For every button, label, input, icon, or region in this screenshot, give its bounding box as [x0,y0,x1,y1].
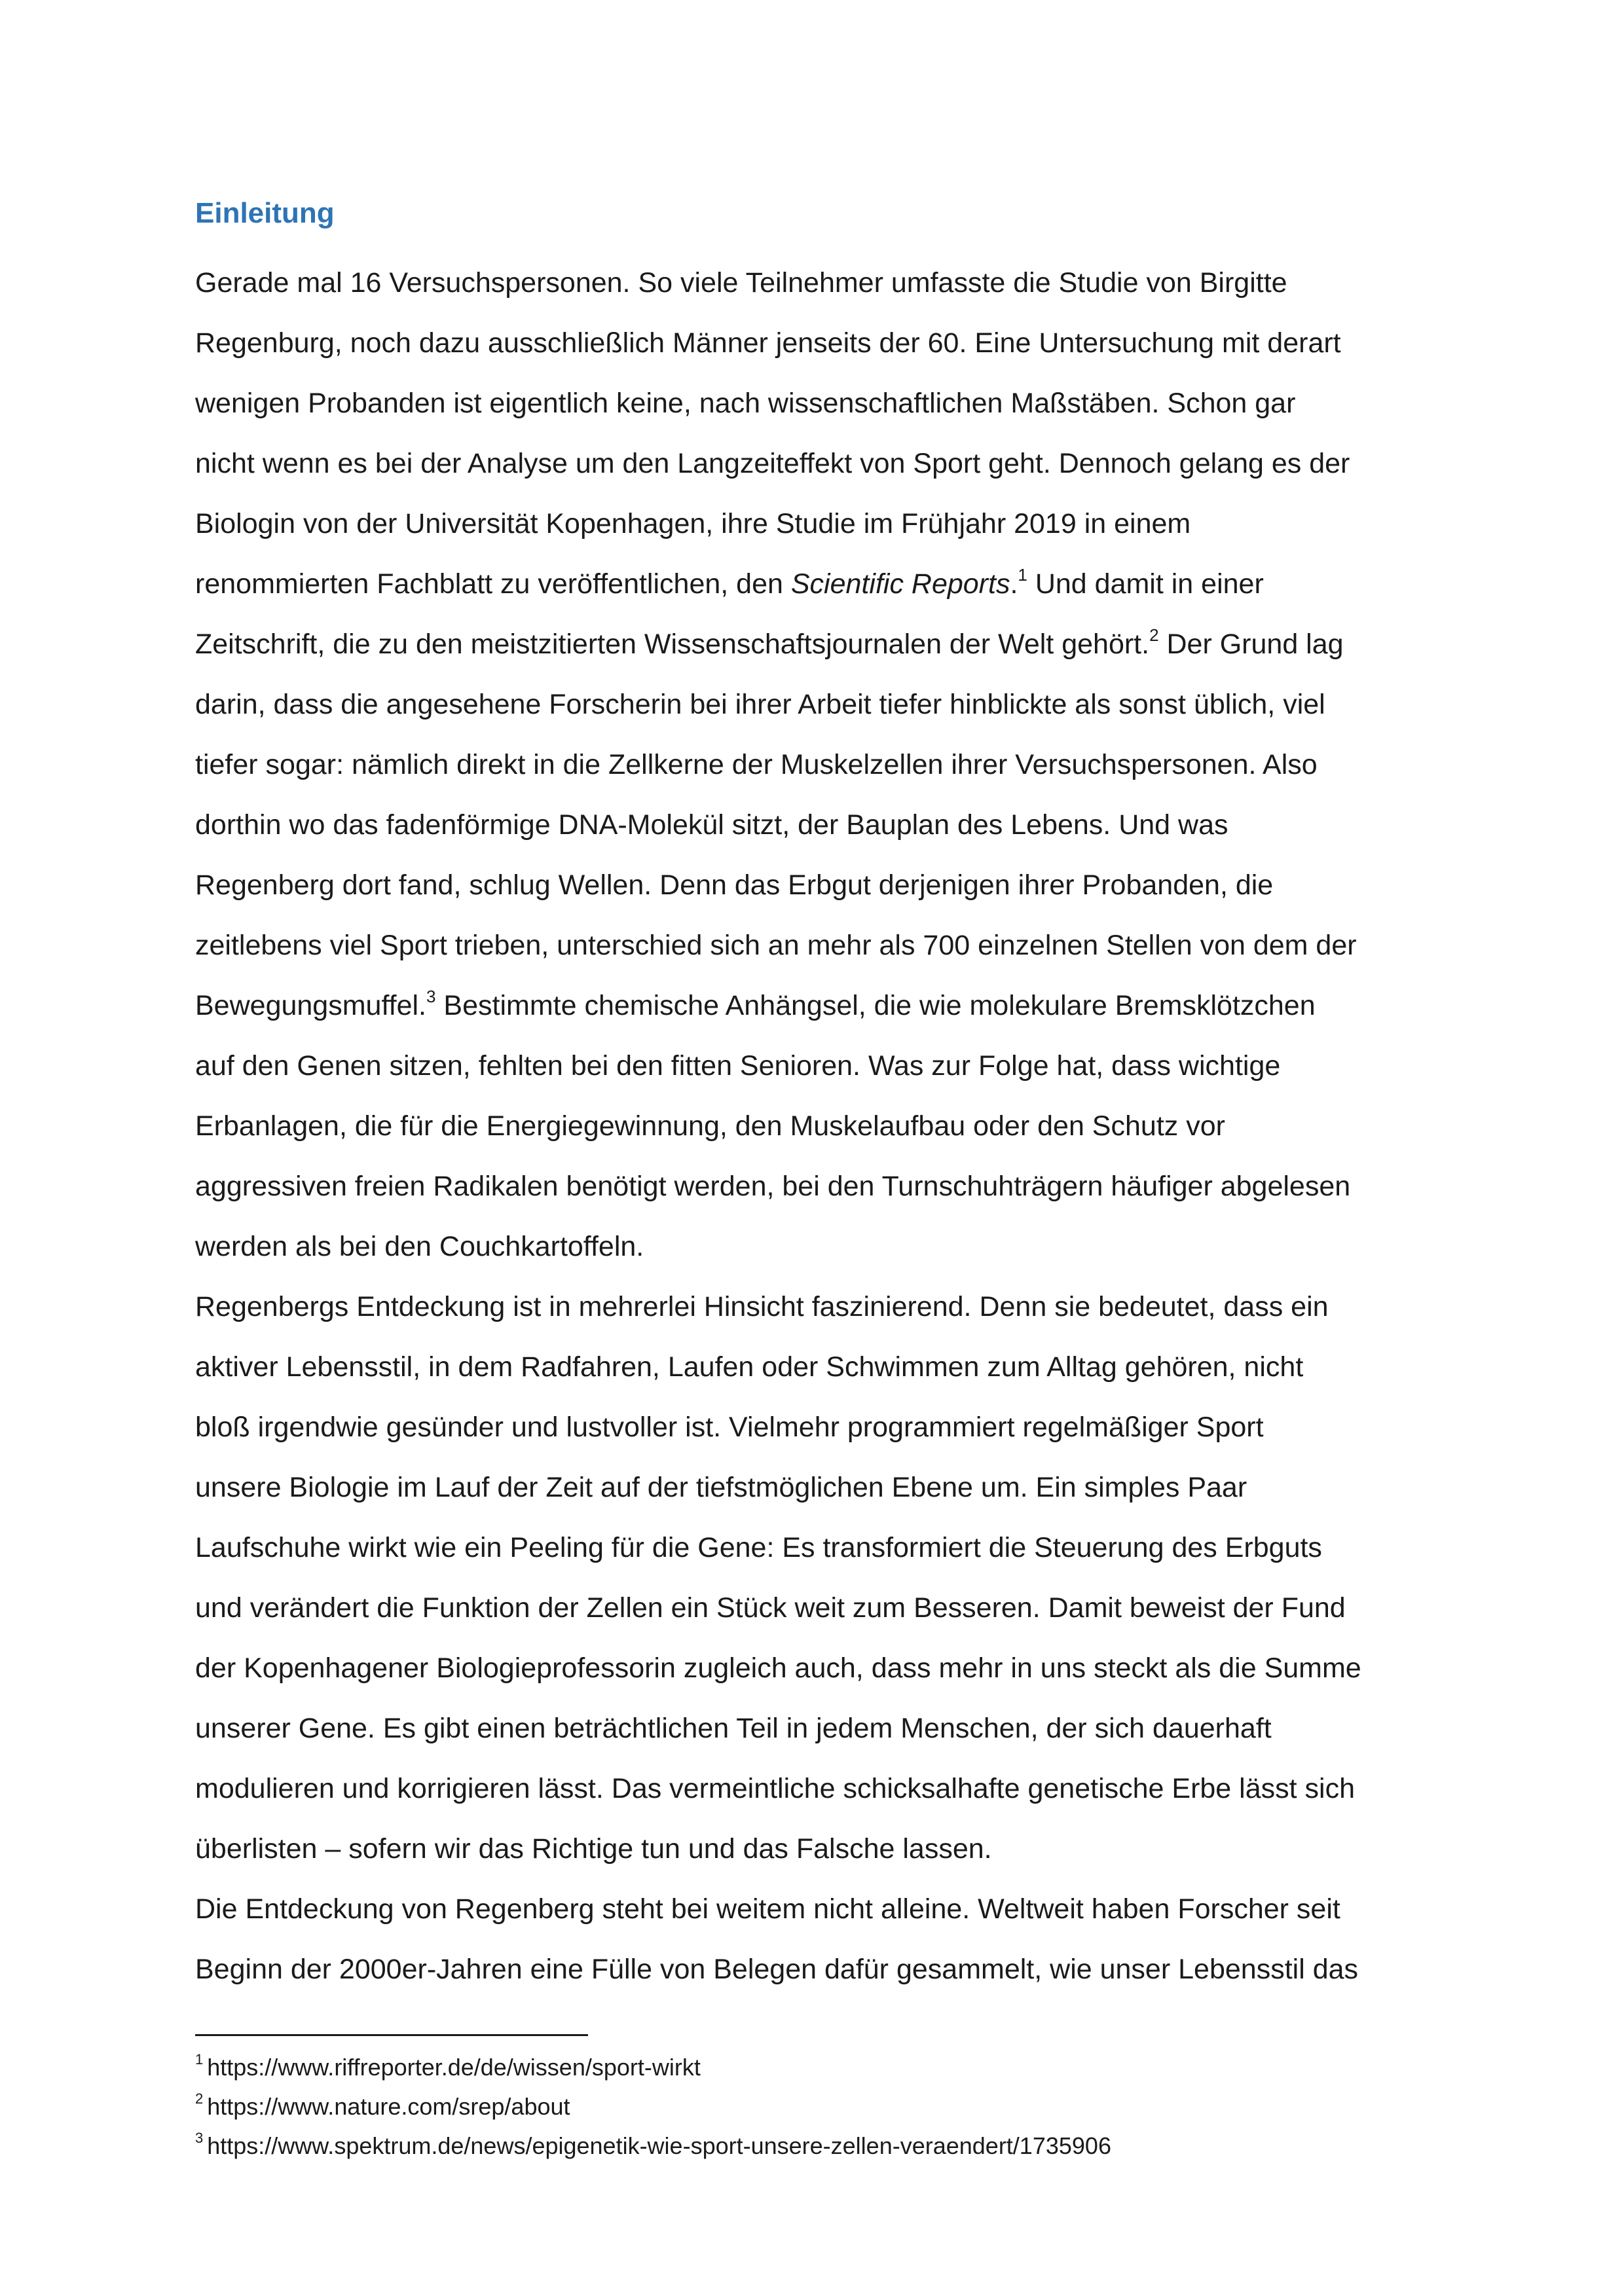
footnote-item [195,2087,1111,2126]
text-segment: . [1010,568,1018,600]
text-line: Beginn der 2000er-Jahren eine Fülle von Belegen dafür gesammelt, wie unser Lebensstil das [195,1954,1359,1985]
text-line: aggressiven freien Radikalen benötigt werden, bei den Turnschuhträgern häufiger abgelesen [195,1171,1351,1202]
text-segment: Zeitschrift, die zu den meistzitierten Wissenschaftsjournalen der Welt gehört. [195,629,1150,660]
text-line: aktiver Lebensstil, in dem Radfahren, Laufen oder Schwimmen zum Alltag gehören, nicht [195,1351,1304,1383]
text-line: überlisten – sofern wir das Richtige tun und das Falsche lassen. [195,1833,992,1865]
text-line: werden als bei den Couchkartoffeln. [195,1231,644,1262]
text-line: Laufschuhe wirkt wie ein Peeling für die Gene: Es transformiert die Steuerung des Erbguts [195,1532,1322,1563]
section-heading: Einleitung [195,197,335,229]
text-segment: Der Grund lag [1158,629,1344,660]
footnote-ref[interactable]: 3 [426,986,436,1006]
text-line: nicht wenn es bei der Analyse um den Langzeiteffekt von Sport geht. Dennoch gelang es der [195,448,1350,479]
footnote-separator [195,2034,588,2036]
text-segment: Bewegungsmuffel. [195,990,426,1021]
text-line: unserer Gene. Es gibt einen beträchtlichen Teil in jedem Menschen, der sich dauerhaft [195,1713,1272,1744]
footnote-number: 1 [195,2051,204,2068]
text-line: der Kopenhagener Biologieprofessorin zugleich auch, dass mehr in uns steckt als die Summe [195,1652,1361,1684]
footnote-ref[interactable]: 2 [1149,625,1159,645]
footnote-link[interactable]: https://www.riffreporter.de/de/wissen/sport-wirkt [207,2054,701,2081]
text-line: zeitlebens viel Sport trieben, unterschied sich an mehr als 700 einzelnen Stellen von dem der [195,930,1357,961]
text-line: Biologin von der Universität Kopenhagen, ihre Studie im Frühjahr 2019 in einem [195,508,1191,539]
footnote-link[interactable]: https://www.nature.com/srep/about [207,2093,570,2120]
text-line: modulieren und korrigieren lässt. Das vermeintliche schicksalhafte genetische Erbe lässt sich [195,1773,1355,1804]
body-text [195,253,1439,1999]
text-line: Regenbergs Entdeckung ist in mehrerlei Hinsicht faszinierend. Denn sie bedeutet, dass ein [195,1291,1329,1322]
text-line: und verändert die Funktion der Zellen ein Stück weit zum Besseren. Damit beweist der Fund [195,1592,1346,1624]
text-line: Gerade mal 16 Versuchspersonen. So viele Teilnehmer umfasste die Studie von Birgitte [195,267,1287,299]
text-line: Regenberg dort fand, schlug Wellen. Denn das Erbgut derjenigen ihrer Probanden, die [195,869,1274,901]
text-line [195,554,1439,614]
text-line: dorthin wo das fadenförmige DNA-Molekül sitzt, der Bauplan des Lebens. Und was [195,809,1228,841]
footnote-number: 2 [195,2090,204,2107]
text-line: wenigen Probanden ist eigentlich keine, nach wissenschaftlichen Maßstäben. Schon gar [195,388,1296,419]
text-line [195,975,1439,1036]
text-segment: renommierten Fachblatt zu veröffentlichen, den [195,568,791,600]
footnote-item [195,2048,1111,2087]
text-line: Die Entdeckung von Regenberg steht bei weitem nicht alleine. Weltweit haben Forscher seit [195,1893,1340,1925]
text-line: bloß irgendwie gesünder und lustvoller ist. Vielmehr programmiert regelmäßiger Sport [195,1412,1264,1443]
text-line: unsere Biologie im Lauf der Zeit auf der tiefstmöglichen Ebene um. Ein simples Paar [195,1472,1247,1503]
footnote-number: 3 [195,2130,204,2146]
footnotes [195,2048,1111,2166]
text-segment: Und damit in einer [1027,568,1264,600]
journal-title: Scientific Reports [790,568,1010,600]
text-line: darin, dass die angesehene Forscherin bei ihrer Arbeit tiefer hinblickte als sonst üblich, viel [195,689,1325,720]
footnote-link[interactable]: https://www.spektrum.de/news/epigenetik-wie-sport-unsere-zellen-veraendert/1735906 [207,2132,1111,2159]
text-line: tiefer sogar: nämlich direkt in die Zellkerne der Muskelzellen ihrer Versuchspersonen. Also [195,749,1318,780]
footnote-ref[interactable]: 1 [1018,564,1027,585]
text-line: Regenburg, noch dazu ausschließlich Männer jenseits der 60. Eine Untersuchung mit derart [195,327,1341,359]
text-line: Erbanlagen, die für die Energiegewinnung, den Muskelaufbau oder den Schutz vor [195,1110,1225,1142]
text-segment: Bestimmte chemische Anhängsel, die wie molekulare Bremsklötzchen [435,990,1316,1021]
text-line: auf den Genen sitzen, fehlten bei den fitten Senioren. Was zur Folge hat, dass wichtige [195,1050,1281,1082]
footnote-item [195,2126,1111,2166]
text-line [195,614,1439,674]
